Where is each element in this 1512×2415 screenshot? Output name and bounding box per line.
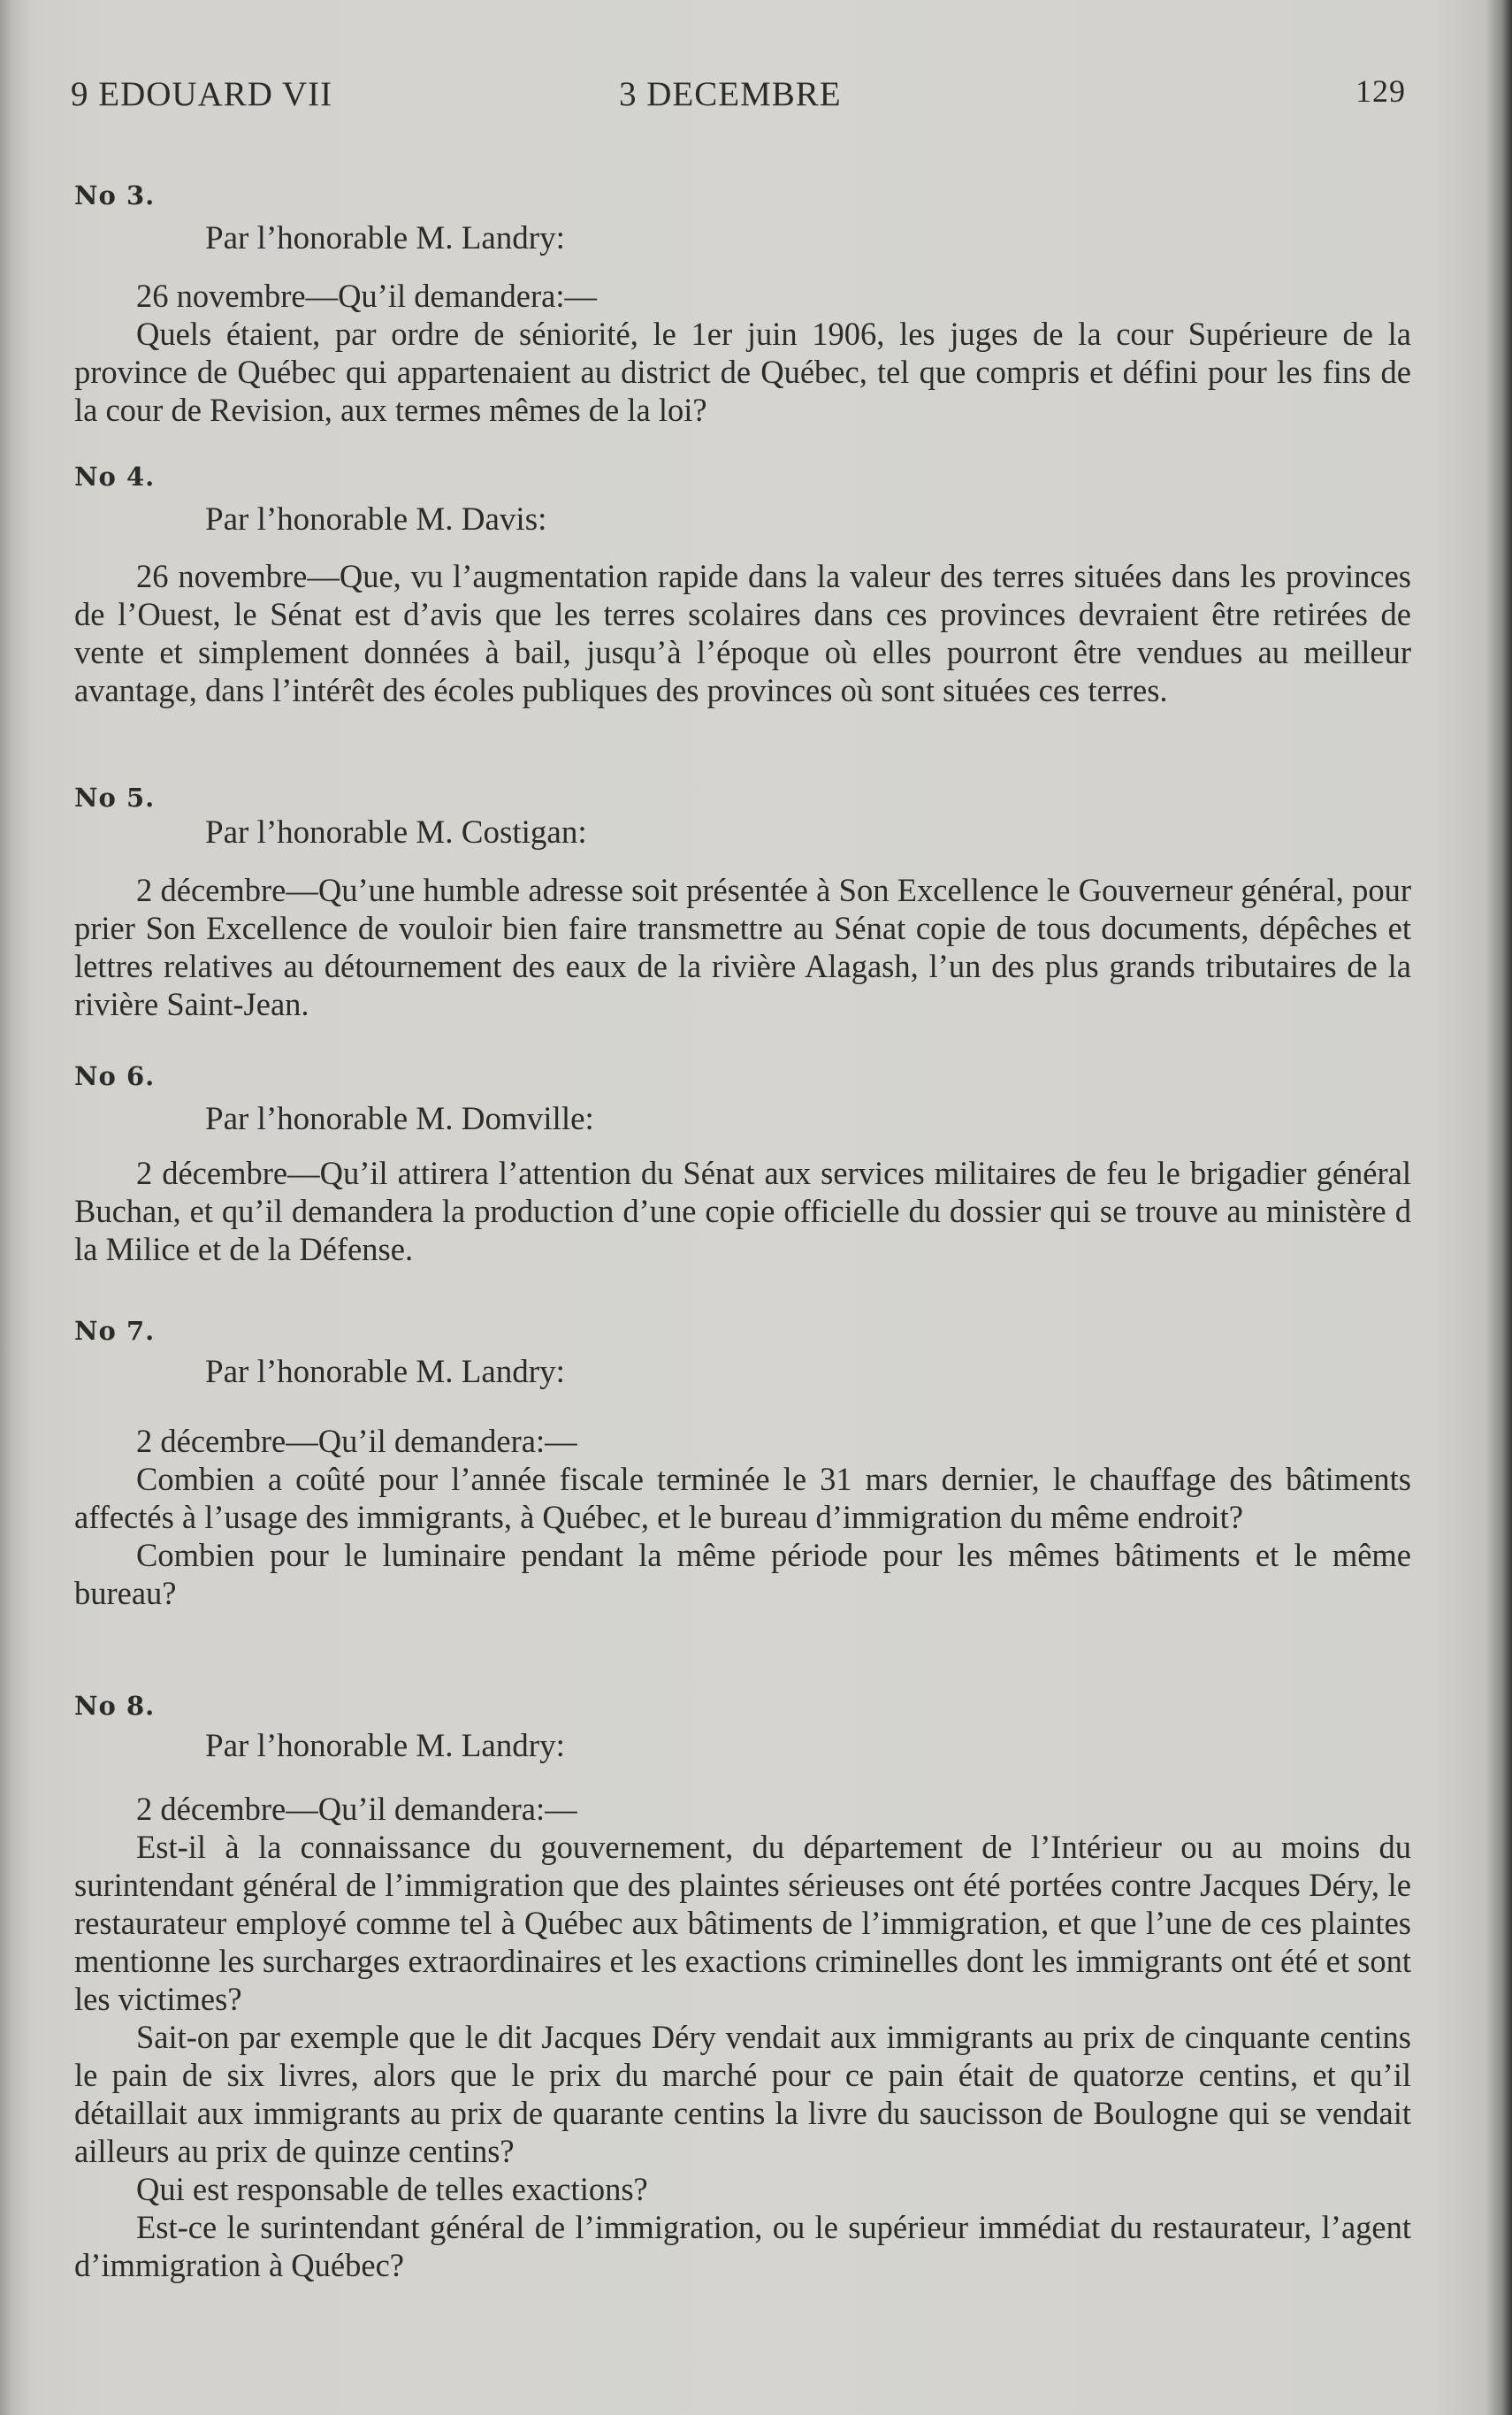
item-7-paragraph-3: Combien pour le luminaire pendant la même période pour les mêmes bâtiments et le même bureau?: [74, 1537, 1411, 1611]
item-4-paragraph-1: 26 novembre—Que, vu l’augmentation rapide dans la valeur des terres situées dans les provinces de l’Ouest, le Sénat est d’avis que les terres scolaires dans ces provinces devraient être retirées de vente et simplement données à bail, jusqu’à l’époque où elles pourront être vendues au meilleur avantage, dans l’intérêt des écoles publiques des provinces où sont situées ces terres.: [74, 558, 1411, 708]
item-3-paragraph-1: 26 novembre—Qu’il demandera:—: [136, 278, 597, 314]
item-8-mover: Par l’honorable M. Landry:: [205, 1728, 565, 1764]
item-number-6: No 6.: [74, 1061, 156, 1091]
item-7-mover: Par l’honorable M. Landry:: [205, 1354, 565, 1390]
item-8-paragraph-3: Sait-on par exemple que le dit Jacques Déry vendait aux immigrants au prix de cinquante centins le pain de six livres, alors que le prix du marché pour ce pain était de quatorze centins, et qu’il détaillait aux immigrants au prix de quarante centins la livre du saucisson de Boulogne qui se vendait ailleurs au prix de quinze centins?: [74, 2019, 1411, 2169]
item-3-paragraph-2: Quels étaient, par ordre de séniorité, le 1er juin 1906, les juges de la cour Supérieure de la province de Québec qui appartenaient au district de Québec, tel que compris et défini pour les fins de la cour de Revision, aux termes mêmes de la loi?: [74, 316, 1411, 428]
item-number-3: No 3.: [74, 180, 156, 210]
item-5-text: [74, 871, 1411, 1023]
page-number: 129: [1355, 73, 1406, 109]
item-4-text: [74, 557, 1411, 709]
item-8-paragraph-4: Qui est responsable de telles exactions?: [136, 2171, 648, 2207]
item-8-text: [74, 1790, 1411, 2284]
item-4-mover: Par l’honorable M. Davis:: [205, 501, 547, 538]
item-5-mover: Par l’honorable M. Costigan:: [205, 814, 587, 851]
item-6-mover: Par l’honorable M. Domville:: [205, 1101, 594, 1137]
item-6-paragraph-1: 2 décembre—Qu’il attirera l’attention du Sénat aux services militaires de feu le brigadier général Buchan, et qu’il demandera la production d’une copie officielle du dossier qui se trouve au ministère d la Milice et de la Défense.: [74, 1155, 1411, 1267]
item-number-5: No 5.: [74, 783, 156, 813]
item-7-text: [74, 1422, 1411, 1612]
item-6-text: [74, 1154, 1411, 1268]
item-number-4: No 4.: [74, 462, 156, 492]
page-header: [71, 74, 1406, 127]
item-8-paragraph-1: 2 décembre—Qu’il demandera:—: [136, 1791, 577, 1827]
item-number-8: No 8.: [74, 1691, 156, 1721]
item-number-7: No 7.: [74, 1316, 156, 1346]
item-8-paragraph-5: Est-ce le surintendant général de l’immigration, ou le supérieur immédiat du restaurateur, l’agent d’immigration à Québec?: [74, 2209, 1411, 2283]
item-3-text: [74, 277, 1411, 429]
header-date: 3 DECEMBRE: [619, 75, 842, 113]
item-7-paragraph-1: 2 décembre—Qu’il demandera:—: [136, 1423, 577, 1459]
header-session: 9 EDOUARD VII: [71, 75, 333, 113]
item-8-paragraph-2: Est-il à la connaissance du gouvernement, du département de l’Intérieur ou au moins du surintendant général de l’immigration que des plaintes sérieuses ont été portées contre Jacques Déry, le restaurateur employé comme tel à Québec aux bâtiments de l’immigration, et que l’une de ces plaintes mentionne les surcharges extraordinaires et les exactions criminelles dont les immigrants ont été et sont les victimes?: [74, 1829, 1411, 2017]
item-7-paragraph-2: Combien a coûté pour l’année fiscale terminée le 31 mars dernier, le chauffage des bâtiments affectés à l’usage des immigrants, à Québec, et le bureau d’immigration du même endroit?: [74, 1461, 1411, 1535]
item-5-paragraph-1: 2 décembre—Qu’une humble adresse soit présentée à Son Excellence le Gouverneur général, pour prier Son Excellence de vouloir bien faire transmettre au Sénat copie de tous documents, dépêches et lettres relatives au détournement des eaux de la rivière Alagash, l’un des plus grands tributaires de la rivière Saint-Jean.: [74, 872, 1411, 1022]
item-3-mover: Par l’honorable M. Landry:: [205, 220, 565, 256]
